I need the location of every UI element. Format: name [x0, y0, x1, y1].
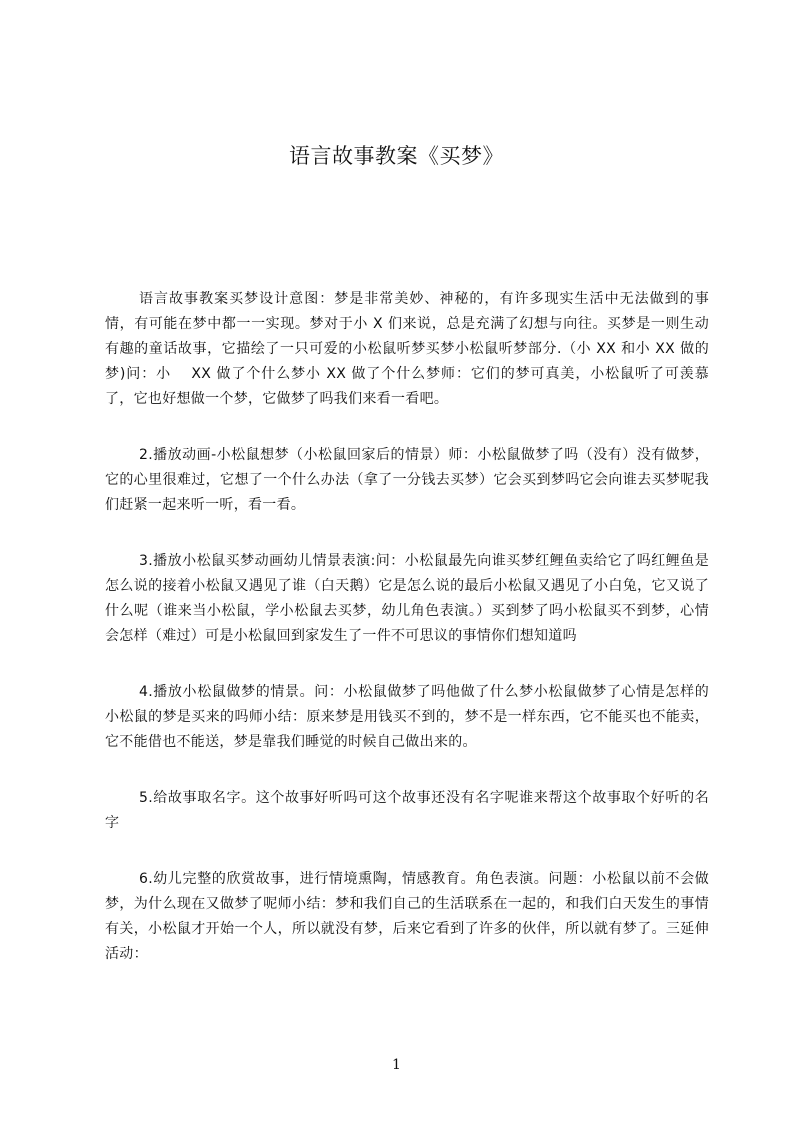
paragraph-step-4: 4.播放小松鼠做梦的情景。问：小松鼠做梦了吗他做了什么梦小松鼠做梦了心情是怎样的小松鼠的梦是买来的吗师小结：原来梦是用钱买不到的，梦不是一样东西，它不能买也不能卖，它不能借也不能送，梦是靠我们睡觉的时候自己做出来的。	[105, 684, 709, 750]
document-body	[105, 287, 709, 998]
paragraph-step-3: 3.播放小松鼠买梦动画幼儿情景表演:问：小松鼠最先向谁买梦红鲤鱼卖给它了吗红鲤鱼是怎么说的接着小松鼠又遇见了谁（白天鹅）它是怎么说的最后小松鼠又遇见了小白兔，它又说了什么呢（谁来当小松鼠，学小松鼠去买梦，幼儿角色表演。）买到梦了吗小松鼠买不到梦，心情会怎样（难过）可是小松鼠回到家发生了一件不可思议的事情你们想知道吗	[105, 553, 709, 644]
paragraph-step-2: 2.播放动画-小松鼠想梦（小松鼠回家后的情景）师：小松鼠做梦了吗（没有）没有做梦，它的心里很难过，它想了一个什么办法（拿了一分钱去买梦）它会买到梦吗它会向谁去买梦呢我们赶紧一起来听一听，看一看。	[105, 447, 709, 513]
document-title: 语言故事教案《买梦》	[289, 144, 504, 168]
page-number: 1	[392, 1057, 401, 1073]
paragraph-intro: 语言故事教案买梦设计意图：梦是非常美妙、神秘的，有许多现实生活中无法做到的事情，有可能在梦中都一一实现。梦对于小 X 们来说，总是充满了幻想与向往。买梦是一则生动有趣的童话故事，它描绘了一只可爱的小松鼠听梦买梦小松鼠听梦部分.（小 XX 和小 XX 做的梦)问：小 XX 做了个什么梦小 XX 做了个什么梦师：它们的梦可真美，小松鼠听了可羡慕了，它也好想做一个梦，它做梦了吗我们来看一看吧。	[105, 291, 709, 407]
paragraph-step-5: 5.给故事取名字。这个故事好听吗可这个故事还没有名字呢谁来帮这个故事取个好听的名字	[105, 790, 709, 831]
paragraph-step-6: 6.幼儿完整的欣赏故事，进行情境熏陶，情感教育。角色表演。问题：小松鼠以前不会做梦，为什么现在又做梦了呢师小结：梦和我们自己的生活联系在一起的，和我们白天发生的事情有关，小松鼠才开始一个人，所以就没有梦，后来它看到了许多的伙伴，所以就有梦了。三延伸活动：	[105, 871, 709, 962]
